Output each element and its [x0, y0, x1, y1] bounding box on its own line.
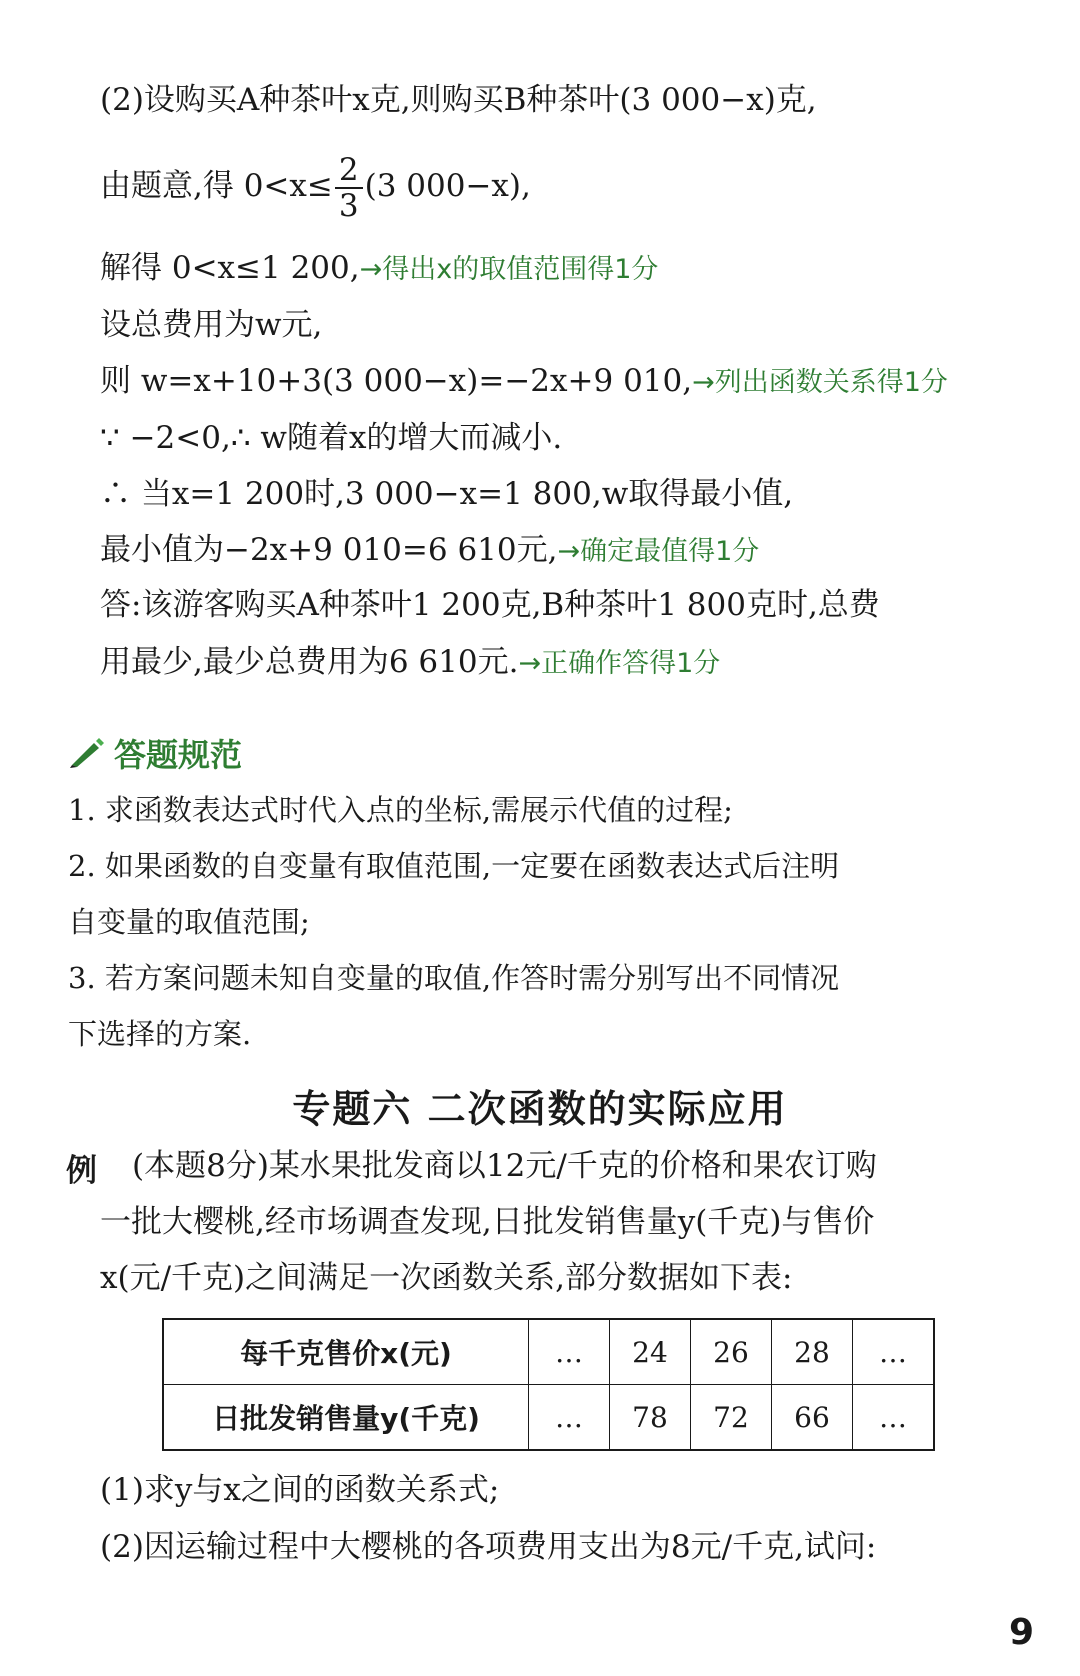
table-cell: …: [529, 1319, 610, 1385]
solution-line-8: [100, 530, 759, 572]
pencil-icon: [68, 737, 106, 777]
table-cell: …: [853, 1319, 935, 1385]
page-number: 9: [1008, 1612, 1034, 1653]
norm-item-1: 1. 求函数表达式时代入点的坐标,需展示代值的过程;: [68, 793, 733, 827]
table-cell: 24: [610, 1319, 691, 1385]
table-cell: 28: [772, 1319, 853, 1385]
data-table: [162, 1318, 935, 1451]
example-line-2: 一批大樱桃,经市场调查发现,日批发销售量y(千克)与售价: [100, 1204, 875, 1240]
solution-line-3: [100, 248, 658, 290]
row-header-price: 每千克售价x(元): [163, 1319, 529, 1385]
solution-line-1: (2)设购买A种茶叶x克,则购买B种茶叶(3 000−x)克,: [100, 82, 817, 118]
norms-heading-text: 答题规范: [114, 736, 243, 774]
solution-line-10: [100, 642, 720, 684]
score-note: →正确作答得1分: [518, 648, 721, 679]
norm-item-3-cont: 下选择的方案.: [68, 1017, 252, 1051]
table-cell: …: [529, 1385, 610, 1451]
solution-text: 用最少,最少总费用为6 610元.: [100, 644, 519, 680]
score-note: →得出x的取值范围得1分: [359, 254, 659, 285]
table-cell: 78: [610, 1385, 691, 1451]
solution-line-7: ∴ 当x=1 200时,3 000−x=1 800,w取得最小值,: [100, 476, 794, 512]
solution-line-6: ∵ −2<0,∴ w随着x的增大而减小.: [100, 420, 563, 456]
topic-title: 专题六 二次函数的实际应用: [292, 1087, 788, 1131]
fraction-numerator: 2: [335, 153, 363, 189]
table-cell: 66: [772, 1385, 853, 1451]
question-1: (1)求y与x之间的函数关系式;: [100, 1472, 500, 1508]
inequality-text: 由题意,得 0<x≤: [100, 168, 333, 204]
table-row: [163, 1385, 934, 1451]
solution-text: 解得 0<x≤1 200,: [100, 250, 360, 286]
solution-line-4: 设总费用为w元,: [100, 307, 323, 343]
score-note: →确定最值得1分: [557, 536, 760, 567]
question-2: (2)因运输过程中大樱桃的各项费用支出为8元/千克,试问:: [100, 1529, 877, 1565]
table-cell: 72: [691, 1385, 772, 1451]
score-note: →列出函数关系得1分: [692, 367, 948, 398]
example-line-3: x(元/千克)之间满足一次函数关系,部分数据如下表:: [100, 1260, 793, 1296]
norm-item-2-cont: 自变量的取值范围;: [68, 905, 310, 939]
inequality-tail: (3 000−x),: [364, 168, 531, 204]
table-row: [163, 1319, 934, 1385]
norm-item-2: 2. 如果函数的自变量有取值范围,一定要在函数表达式后注明: [68, 849, 840, 883]
norms-heading: [68, 730, 242, 777]
example-label: 例: [66, 1153, 97, 1189]
fraction: [335, 153, 363, 223]
fraction-denominator: 3: [338, 187, 359, 224]
solution-text: 则 w=x+10+3(3 000−x)=−2x+9 010,: [100, 363, 693, 399]
table-cell: …: [853, 1385, 935, 1451]
table-cell: 26: [691, 1319, 772, 1385]
row-header-volume: 日批发销售量y(千克): [163, 1385, 529, 1451]
solution-line-2: [100, 146, 531, 226]
solution-text: 最小值为−2x+9 010=6 610元,: [100, 532, 558, 568]
solution-line-5: [100, 361, 948, 403]
solution-line-9: 答:该游客购买A种茶叶1 200克,B种茶叶1 800克时,总费: [100, 587, 880, 623]
norm-item-3: 3. 若方案问题未知自变量的取值,作答时需分别写出不同情况: [68, 961, 840, 995]
example-line-1: (本题8分)某水果批发商以12元/千克的价格和果农订购: [132, 1148, 877, 1184]
